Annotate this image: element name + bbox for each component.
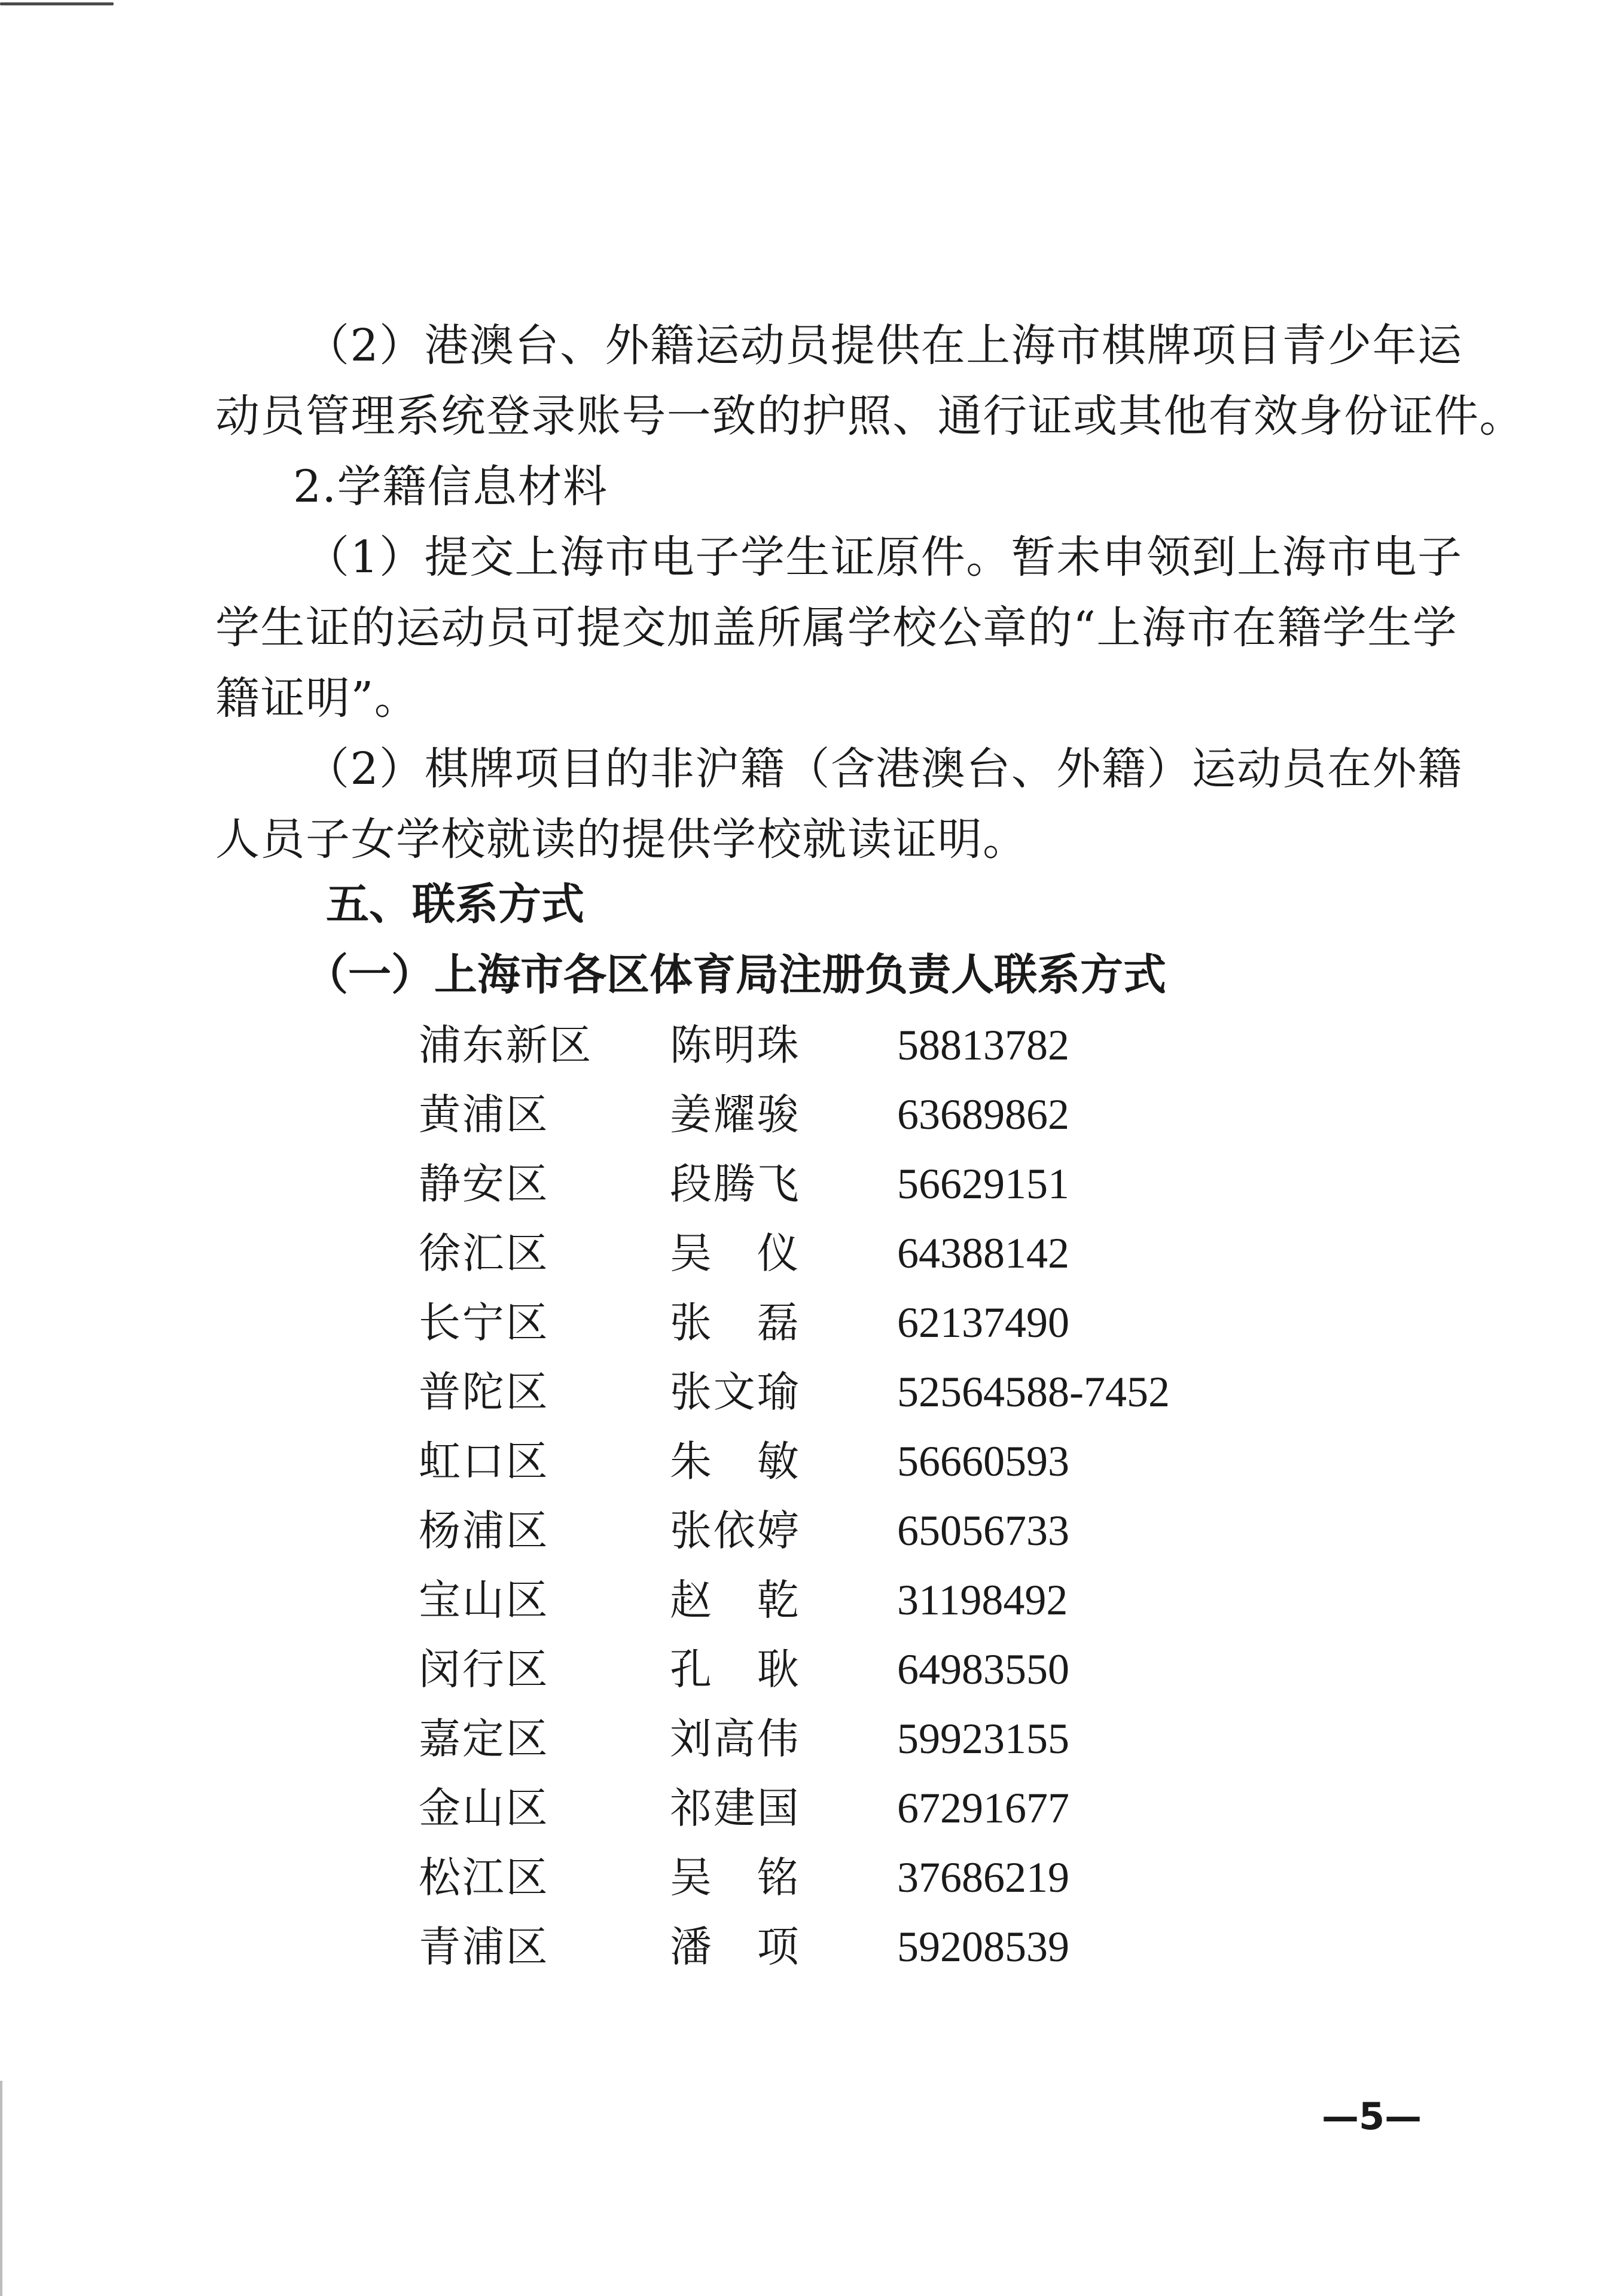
contact-row-minhang (419, 1635, 1256, 1704)
district: 长宁区 (419, 1298, 550, 1347)
contact-row-hongkou (419, 1427, 1256, 1496)
district: 黄浦区 (419, 1090, 550, 1139)
paragraph-line: 动员管理系统登录账号一致的护照、通行证或其他有效身份证件。 (215, 390, 1524, 442)
scan-edge-mark (0, 2, 114, 5)
contact-row-baoshan (419, 1565, 1256, 1635)
district: 浦东新区 (419, 1021, 593, 1070)
phone-number: 58813782 (897, 1021, 1069, 1069)
phone-number: 62137490 (897, 1299, 1069, 1347)
contact-name: 吴 仪 (670, 1229, 801, 1278)
scan-edge-mark (0, 2081, 2, 2296)
phone-number: 64388142 (897, 1229, 1069, 1277)
contact-name: 孔 耿 (670, 1645, 801, 1694)
paragraph-line: 学生证的运动员可提交加盖所属学校公章的“上海市在籍学生学 (215, 602, 1458, 654)
contact-row-jiading (419, 1704, 1256, 1773)
district: 普陀区 (419, 1367, 550, 1416)
paragraph-line: （2）港澳台、外籍运动员提供在上海市棋牌项目青少年运 (305, 320, 1463, 371)
contact-name: 朱 敏 (670, 1437, 801, 1486)
paragraph-line: 人员子女学校就读的提供学校就读证明。 (215, 814, 1028, 865)
contact-name: 姜耀骏 (670, 1090, 801, 1139)
district: 松江区 (419, 1853, 550, 1902)
phone-number: 67291677 (897, 1784, 1069, 1832)
phone-number: 65056733 (897, 1507, 1069, 1555)
district: 静安区 (419, 1159, 550, 1208)
district: 杨浦区 (419, 1506, 550, 1555)
contact-row-changning (419, 1288, 1256, 1357)
contact-row-huangpu (419, 1080, 1256, 1149)
contact-name: 张文瑜 (670, 1367, 801, 1416)
contact-row-pudong (419, 1010, 1256, 1080)
contact-row-putuo (419, 1357, 1256, 1427)
district: 宝山区 (419, 1576, 550, 1625)
contact-name: 潘 项 (670, 1922, 801, 1971)
district: 金山区 (419, 1784, 550, 1833)
contact-name: 刘高伟 (670, 1714, 801, 1763)
contact-name: 段腾飞 (670, 1159, 801, 1208)
section-heading-contact: 五、联系方式 (326, 879, 585, 929)
contact-name: 祁建国 (670, 1784, 801, 1833)
contact-row-jinshan (419, 1773, 1256, 1843)
paragraph-line: （2）棋牌项目的非沪籍（含港澳台、外籍）运动员在外籍 (305, 743, 1463, 795)
phone-number: 59923155 (897, 1715, 1069, 1763)
contact-name: 张依婷 (670, 1506, 801, 1555)
contact-subheading: （一）上海市各区体育局注册负责人联系方式 (305, 949, 1167, 1000)
contact-row-qingpu (419, 1912, 1256, 1981)
phone-number: 64983550 (897, 1645, 1069, 1693)
phone-number: 52564588-7452 (897, 1368, 1170, 1416)
district: 虹口区 (419, 1437, 550, 1486)
phone-number: 59208539 (897, 1923, 1069, 1971)
contact-row-yangpu (419, 1496, 1256, 1565)
phone-number: 56629151 (897, 1160, 1069, 1208)
page-number: —5— (1322, 2095, 1422, 2138)
phone-number: 56660593 (897, 1437, 1069, 1485)
contact-name: 张 磊 (670, 1298, 801, 1347)
contact-row-xuhui (419, 1219, 1256, 1288)
phone-number: 37686219 (897, 1854, 1069, 1901)
contact-name: 陈明珠 (670, 1021, 801, 1070)
contact-name: 赵 乾 (670, 1576, 801, 1625)
contact-name: 吴 铭 (670, 1853, 801, 1902)
district: 青浦区 (419, 1922, 550, 1971)
paragraph-line: （1）提交上海市电子学生证原件。暂未申领到上海市电子 (305, 532, 1463, 583)
contact-row-songjiang (419, 1843, 1256, 1912)
paragraph-line: 籍证明”。 (215, 673, 420, 724)
phone-number: 63689862 (897, 1091, 1069, 1138)
district: 闵行区 (419, 1645, 550, 1694)
district: 嘉定区 (419, 1714, 550, 1763)
contact-row-jingan (419, 1149, 1256, 1219)
district: 徐汇区 (419, 1229, 550, 1278)
subheading-school-records: 2.学籍信息材料 (293, 461, 608, 512)
contact-list (419, 1010, 1256, 1981)
phone-number: 31198492 (897, 1576, 1068, 1624)
